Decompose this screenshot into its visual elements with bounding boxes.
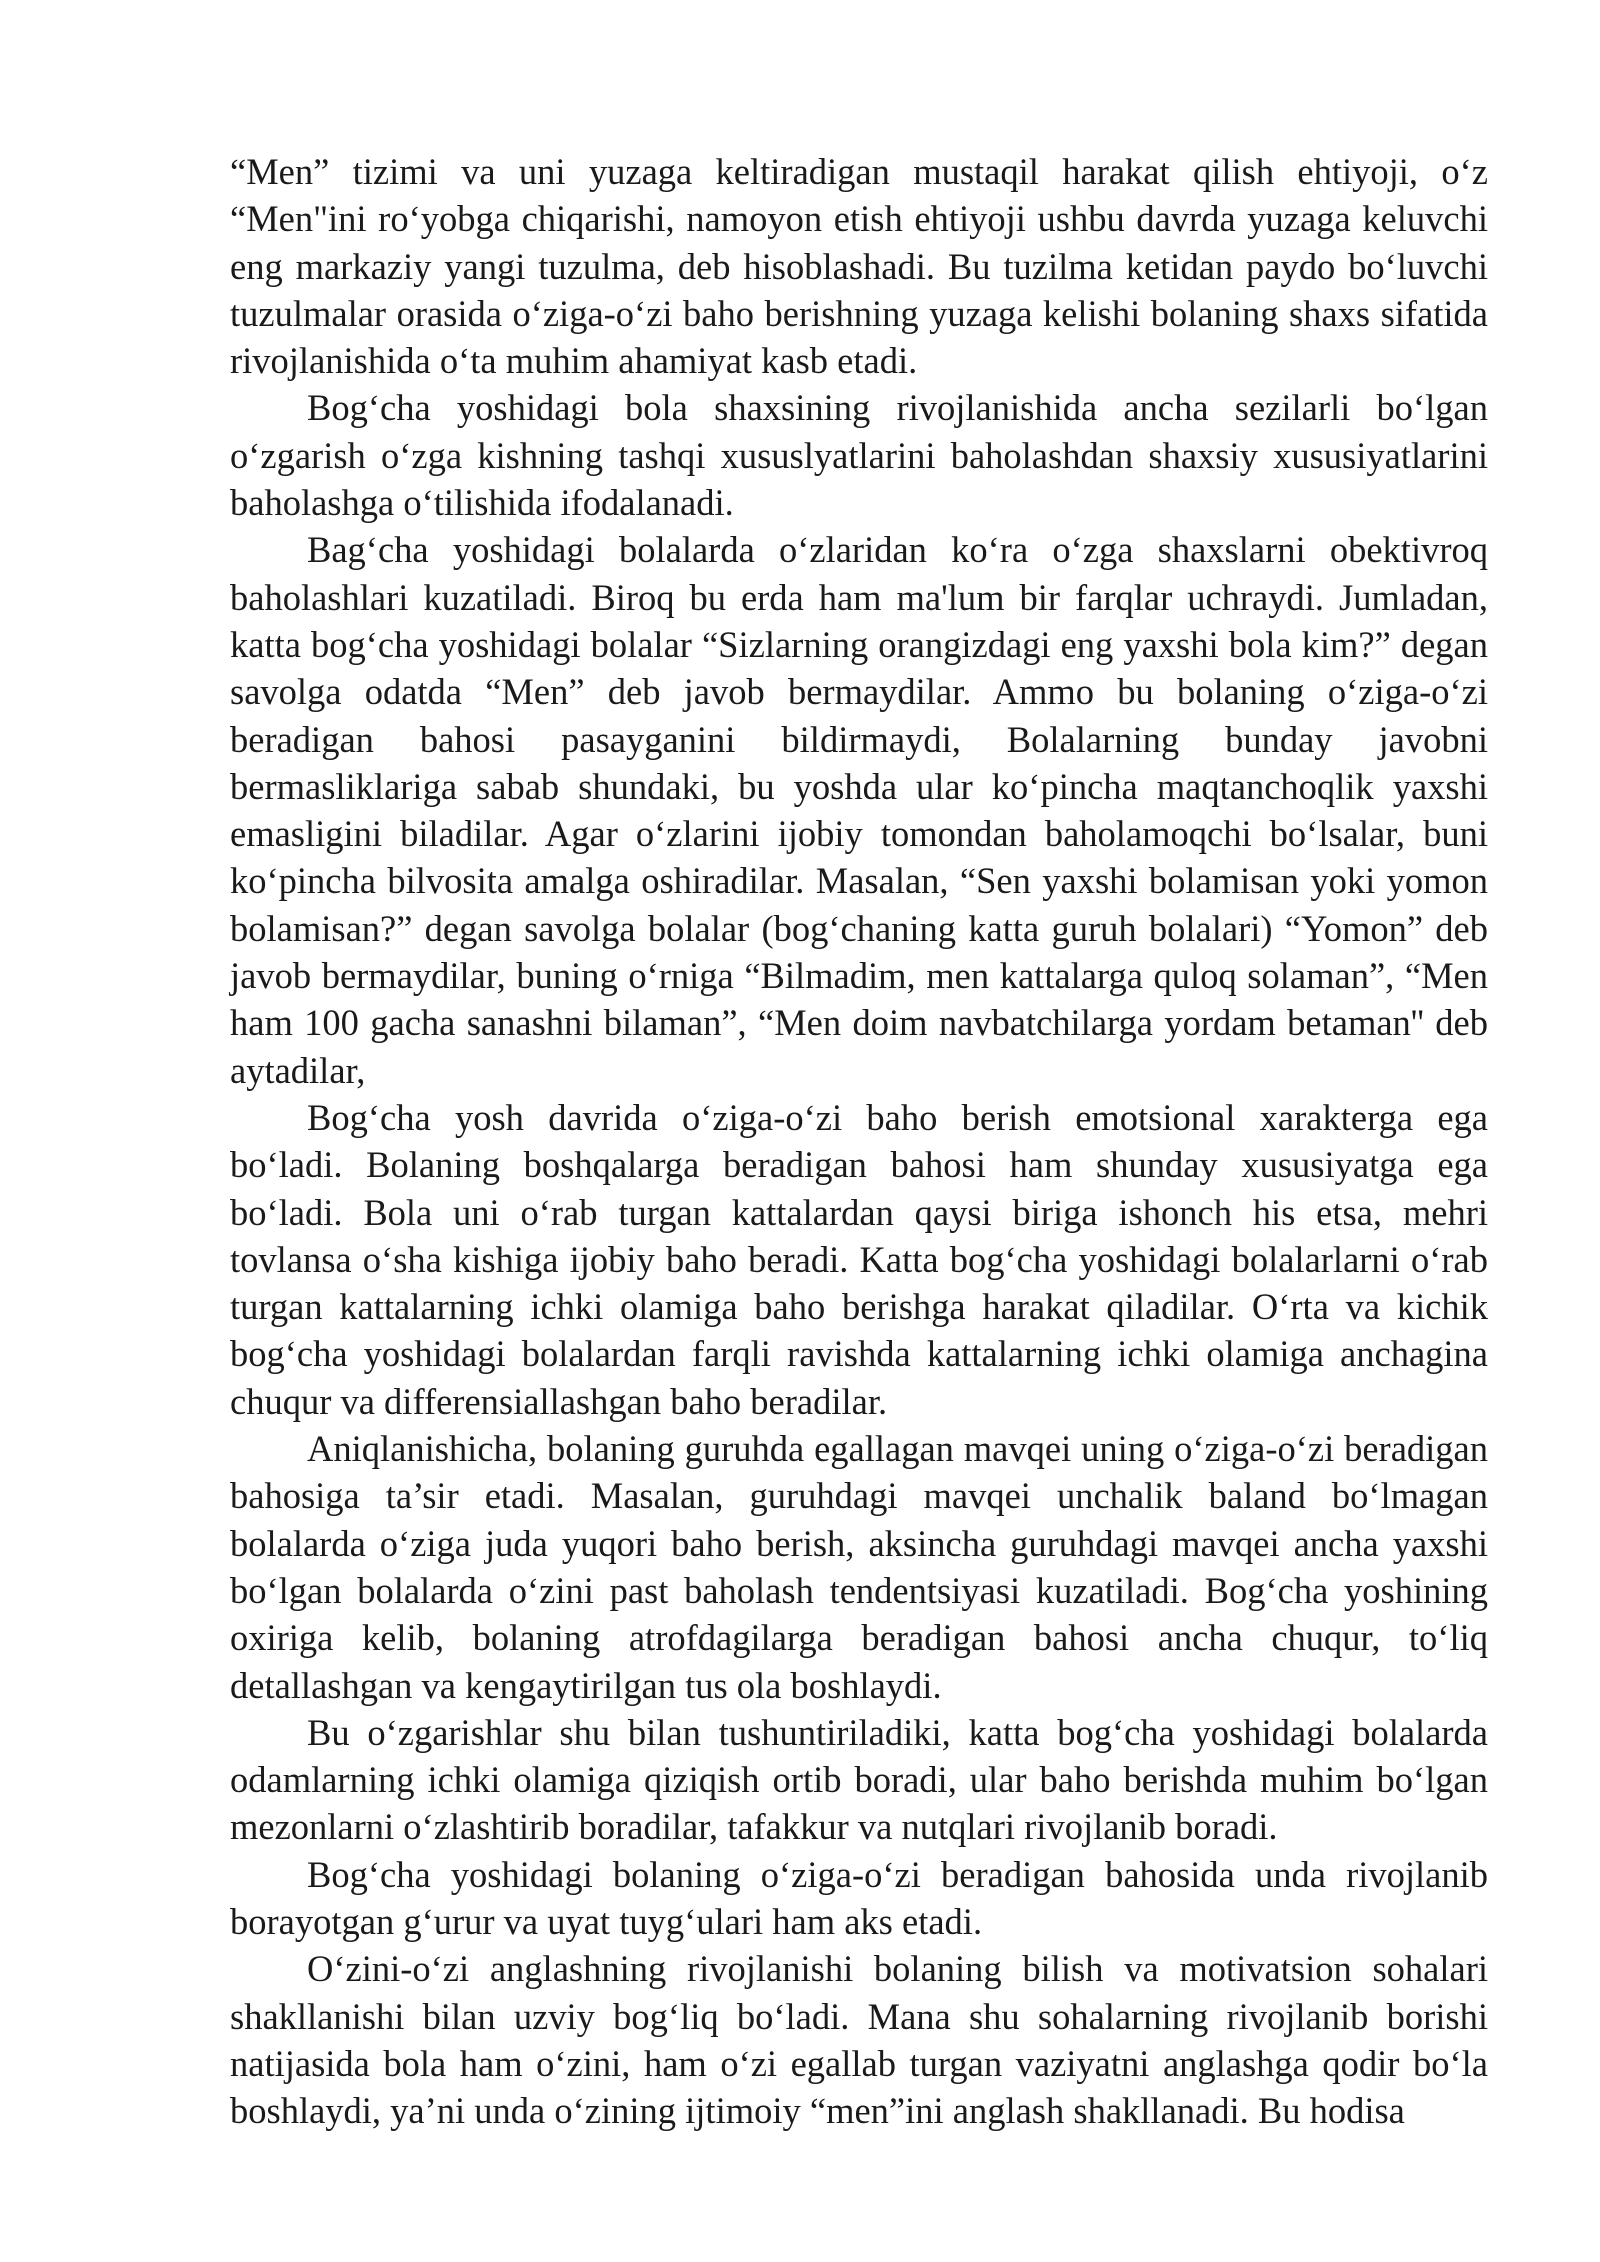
paragraph-2: Bog‘cha yoshidagi bola shaxsining rivojlanishida ancha sezilarli bo‘lgan o‘zgarish o‘zga kishning tashqi xususlyatlarini baholashdan shaxsiy xususiyatlarini baholashga o‘tilishida ifodalanadi. <box>230 387 1488 524</box>
paragraph-3: Bag‘cha yoshidagi bolalarda o‘zlaridan ko‘ra o‘zga shaxslarni obektivroq baholashlari kuzatiladi. Biroq bu erda ham ma'lum bir farqlar uchraydi. Jumladan, katta bog‘cha yoshidagi bolalar “Sizlarning orangizdagi eng yaxshi bola kim?” degan savolga odatda “Men” deb javob bermaydilar. Ammo bu bolaning o‘ziga-o‘zi beradigan bahosi pasayganini bildirmaydi, Bolalarning bunday javobni bermasliklariga sabab shundaki, bu yoshda ular ko‘pincha maqtanchoqlik yaxshi emasligini biladilar. Agar o‘zlarini ijobiy tomondan baholamoqchi bo‘lsalar, buni ko‘pincha bilvosita amalga oshiradilar. Masalan, “Sen yaxshi bolamisan yoki yomon bolamisan?” degan savolga bolalar (bog‘chaning katta guruh bolalari) “Yomon” deb javob bermaydilar, buning o‘rniga “Bilmadim, men kattalarga quloq solaman”, “Men ham 100 gacha sanashni bilaman”, “Men doim navbatchilarga yordam betaman'' deb aytadilar, <box>230 529 1488 1091</box>
paragraph-6: Bu o‘zgarishlar shu bilan tushuntiriladiki, katta bog‘cha yoshidagi bolalarda odamlarning ichki olamiga qiziqish ortib boradi, ular baho berishda muhim bo‘lgan mezonlarni o‘zlashtirib boradilar, tafakkur va nutqlari rivojlanib boradi. <box>230 1711 1488 1848</box>
paragraph-8: O‘zini-o‘zi anglashning rivojlanishi bolaning bilish va motivatsion sohalari shakllanishi bilan uzviy bog‘liq bo‘ladi. Mana shu sohalarning rivojlanib borishi natijasida bola ham o‘zini, ham o‘zi egallab turgan vaziyatni anglashga qodir bo‘la boshlaydi, ya’ni unda o‘zining ijtimoiy “men”ini anglash shakllanadi. Bu hodisa <box>230 1948 1488 2132</box>
paragraph-7: Bog‘cha yoshidagi bolaning o‘ziga-o‘zi beradigan bahosida unda rivojlanib borayotgan g‘urur va uyat tuyg‘ulari ham aks etadi. <box>230 1853 1488 1942</box>
paragraph-4: Bog‘cha yosh davrida o‘ziga-o‘zi baho berish emotsional xarakterga ega bo‘ladi. Bolaning boshqalarga beradigan bahosi ham shunday xususiyatga ega bo‘ladi. Bola uni o‘rab turgan kattalardan qaysi biriga ishonch his etsa, mehri tovlansa o‘sha kishiga ijobiy baho beradi. Katta bog‘cha yoshidagi bolalarlarni o‘rab turgan kattalarning ichki olamiga baho berishga harakat qiladilar. O‘rta va kichik bog‘cha yoshidagi bolalardan farqli ravishda kattalarning ichki olamiga anchagina chuqur va differensiallashgan baho beradilar. <box>230 1096 1488 1422</box>
paragraph-1: “Men” tizimi va uni yuzaga keltiradigan mustaqil harakat qilish ehtiyoji, o‘z “Men"ini ro‘yobga chiqarishi, namoyon etish ehtiyoji ushbu davrda yuzaga keluvchi eng markaziy yangi tuzulma, deb hisoblashadi. Bu tuzilma ketidan paydo bo‘luvchi tuzulmalar orasida o‘ziga-o‘zi baho berishning yuzaga kelishi bolaning shaxs sifatida rivojlanishida o‘ta muhim ahamiyat kasb etadi. <box>230 151 1488 382</box>
paragraph-5: Aniqlanishicha, bolaning guruhda egallagan mavqei uning o‘ziga-o‘zi beradigan bahosiga ta’sir etadi. Masalan, guruhdagi mavqei unchalik baland bo‘lmagan bolalarda o‘ziga juda yuqori baho berish, aksincha guruhdagi mavqei ancha yaxshi bo‘lgan bolalarda o‘zini past baholash tendentsiyasi kuzatiladi. Bog‘cha yoshining oxiriga kelib, bolaning atrofdagilarga beradigan bahosi ancha chuqur, to‘liq detallashgan va kengaytirilgan tus ola boshlaydi. <box>230 1428 1488 1706</box>
document-page <box>230 148 1488 2134</box>
